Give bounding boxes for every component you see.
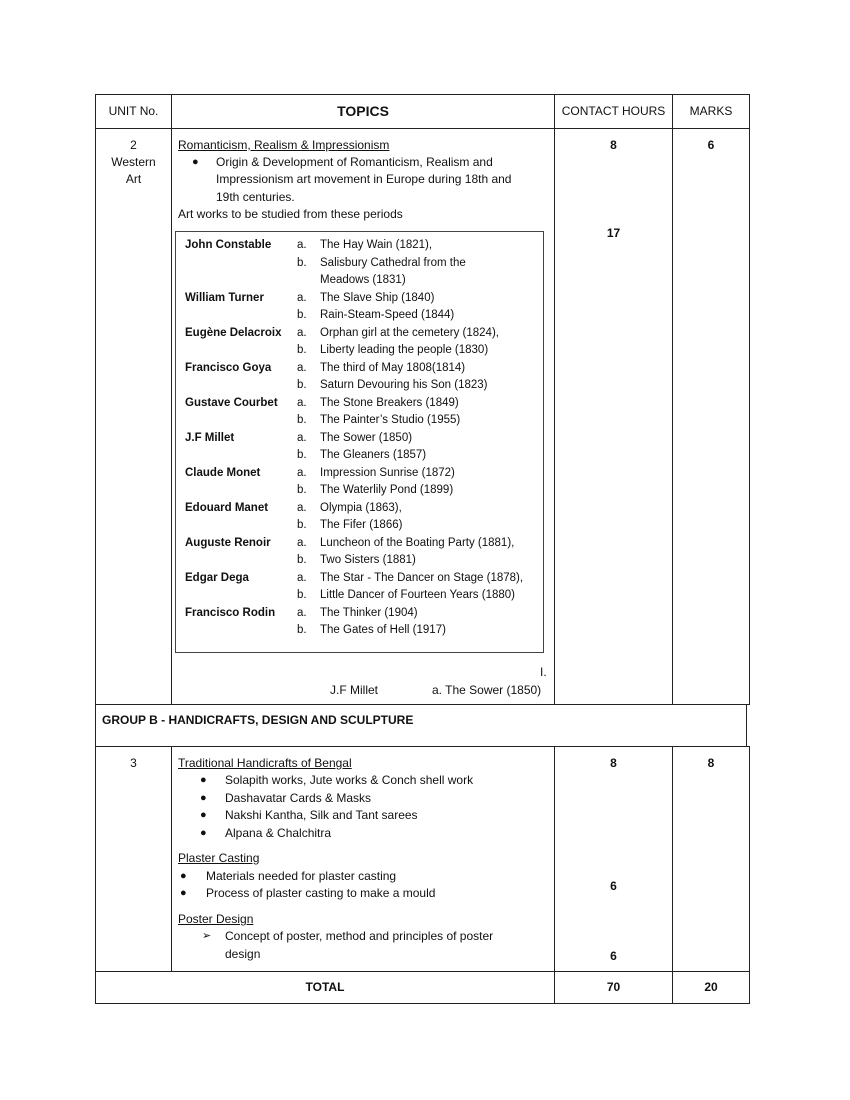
artwork-title: The Thinker (1904) xyxy=(320,606,418,619)
unit2-stray-artist: J.F Millet xyxy=(330,683,378,697)
artwork-title: The Sower (1850) xyxy=(320,431,413,444)
artist-name: William Turner xyxy=(185,291,264,304)
artwork-title: The Stone Breakers (1849) xyxy=(320,396,459,409)
unit-column-divider-top xyxy=(171,94,172,705)
artwork-title: The Gates of Hell (1917) xyxy=(320,624,446,636)
artwork-title: Rain-Steam-Speed (1844) xyxy=(320,309,455,321)
artist-name: Francisco Rodin xyxy=(185,606,276,619)
artwork-letter: a. xyxy=(297,396,307,409)
total-label: TOTAL xyxy=(305,980,345,994)
artwork-letter: a. xyxy=(297,431,307,444)
unit2-hours-1: 8 xyxy=(610,138,617,152)
hours-column-divider-bottom xyxy=(672,746,673,1004)
artwork-title: Little Dancer of Fourteen Years (1880) xyxy=(320,589,515,601)
artwork-title: Salisbury Cathedral from the xyxy=(320,256,466,269)
artwork-title: Olympia (1863), xyxy=(320,501,402,514)
bullet-icon: ● xyxy=(200,827,207,839)
bullet-icon: ● xyxy=(180,870,187,882)
hours-column-divider-top xyxy=(672,94,673,705)
artwork-title: The Waterlily Pond (1899) xyxy=(320,484,454,496)
table-left-border xyxy=(95,94,96,1004)
unit3-item1-2: Nakshi Kantha, Silk and Tant sarees xyxy=(225,808,418,822)
header-bottom-border xyxy=(95,128,750,129)
unit2-bullet-line3: 19th centuries. xyxy=(216,190,295,204)
artwork-letter: b. xyxy=(297,484,307,496)
group-b-bottom-border xyxy=(95,746,750,747)
artwork-letter: a. xyxy=(297,571,307,584)
unit3-item3-line2: design xyxy=(225,947,261,961)
table-right-border-top xyxy=(749,94,750,705)
artwork-letter: a. xyxy=(297,466,307,479)
topics-column-divider-top xyxy=(554,94,555,705)
bullet-icon: ● xyxy=(192,156,199,168)
artist-name: Auguste Renoir xyxy=(185,536,271,549)
bullet-icon: ● xyxy=(200,809,207,821)
total-hours: 70 xyxy=(606,980,621,994)
unit3-item2-1: Process of plaster casting to make a mould xyxy=(206,886,436,900)
unit3-marks: 8 xyxy=(707,756,715,770)
unit3-heading3: Poster Design xyxy=(178,912,254,926)
unit2-name-line2: Art xyxy=(125,172,142,186)
artwork-letter: b. xyxy=(297,309,307,321)
unit2-bottom-border xyxy=(95,704,750,705)
artist-name: Francisco Goya xyxy=(185,361,272,374)
artwork-title: Impression Sunrise (1872) xyxy=(320,466,455,479)
artist-name: J.F Millet xyxy=(185,431,235,444)
total-marks: 20 xyxy=(704,980,718,994)
artwork-title: The third of May 1808(1814) xyxy=(320,361,466,374)
unit2-marks: 6 xyxy=(707,138,715,152)
header-topics: TOPICS xyxy=(337,103,389,119)
artwork-title: Saturn Devouring his Son (1823) xyxy=(320,379,488,391)
artwork-letter: b. xyxy=(297,256,307,269)
arrow-bullet-icon: ➢ xyxy=(202,930,212,942)
group-b-right-border xyxy=(746,704,747,747)
artwork-title: Luncheon of the Boating Party (1881), xyxy=(320,536,515,549)
artwork-title: Two Sisters (1881) xyxy=(320,554,416,566)
unit3-number: 3 xyxy=(130,756,137,770)
artwork-letter: b. xyxy=(297,414,307,426)
unit2-name-line1: Western xyxy=(111,155,156,169)
artist-name: Edouard Manet xyxy=(185,501,269,514)
header-unit: UNIT No. xyxy=(108,104,159,118)
artwork-letter: b. xyxy=(297,344,307,356)
artist-name: John Constable xyxy=(185,239,272,251)
bullet-icon: ● xyxy=(200,792,207,804)
artwork-letter: a. xyxy=(297,326,307,339)
artwork-letter: b. xyxy=(297,554,307,566)
bullet-icon: ● xyxy=(180,887,187,899)
artwork-letter: b. xyxy=(297,519,307,531)
unit-column-divider-bottom xyxy=(171,746,172,972)
unit2-bullet-line2: Impressionism art movement in Europe during 18th and xyxy=(216,172,512,186)
artwork-letter: b. xyxy=(297,379,307,391)
artist-name: Gustave Courbet xyxy=(185,396,278,409)
artwork-title: The Star - The Dancer on Stage (1878), xyxy=(320,571,524,584)
artwork-letter: a. xyxy=(297,606,307,619)
artwork-letter: a. xyxy=(297,501,307,514)
unit3-item1-1: Dashavatar Cards & Masks xyxy=(225,791,372,805)
unit2-heading: Romanticism, Realism & Impressionism xyxy=(178,138,390,152)
bullet-icon: ● xyxy=(200,774,207,786)
header-contact-hours: CONTACT HOURS xyxy=(561,104,666,118)
unit3-hours-1: 8 xyxy=(610,756,617,770)
table-bottom-border xyxy=(95,1003,750,1004)
table-top-border xyxy=(95,94,750,95)
artwork-letter: a. xyxy=(297,291,307,304)
unit3-item1-3: Alpana & Chalchitra xyxy=(225,826,332,840)
table-right-border-bottom xyxy=(749,746,750,1004)
unit3-hours-3: 6 xyxy=(610,949,617,963)
artwork-title: The Painter’s Studio (1955) xyxy=(320,414,461,426)
artwork-letter: b. xyxy=(297,589,307,601)
unit3-heading1: Traditional Handicrafts of Bengal xyxy=(178,756,352,770)
header-marks: MARKS xyxy=(689,104,733,118)
unit3-item3-line1: Concept of poster, method and principles of poster xyxy=(225,929,494,943)
group-b-title: GROUP B - HANDICRAFTS, DESIGN AND SCULPTURE xyxy=(102,713,414,727)
artist-name: Edgar Dega xyxy=(185,571,249,584)
unit2-hours-2: 17 xyxy=(606,226,621,240)
unit2-stray-roman: I. xyxy=(540,665,547,679)
artwork-title: The Slave Ship (1840) xyxy=(320,291,435,304)
unit3-item2-0: Materials needed for plaster casting xyxy=(206,869,397,883)
artwork-letter: b. xyxy=(297,449,307,461)
artist-name: Claude Monet xyxy=(185,466,261,479)
unit2-artworks-intro: Art works to be studied from these periods xyxy=(178,207,403,221)
artwork-title: Orphan girl at the cemetery (1824), xyxy=(320,326,499,339)
unit3-bottom-border xyxy=(95,971,750,972)
artwork-title: The Gleaners (1857) xyxy=(320,449,427,461)
artwork-title: The Fifer (1866) xyxy=(320,519,403,531)
unit2-number: 2 xyxy=(130,138,137,152)
artwork-letter: a. xyxy=(297,239,307,251)
unit3-item1-0: Solapith works, Jute works & Conch shell work xyxy=(225,773,474,787)
unit3-hours-2: 6 xyxy=(610,879,617,893)
artwork-title: Liberty leading the people (1830) xyxy=(320,344,489,356)
unit2-bullet-line1: Origin & Development of Romanticism, Realism and xyxy=(216,155,493,169)
unit2-stray-work: a. The Sower (1850) xyxy=(432,683,542,697)
artwork-letter: a. xyxy=(297,361,307,374)
artist-name: Eugène Delacroix xyxy=(185,326,282,339)
artwork-title: The Hay Wain (1821), xyxy=(320,239,433,251)
artwork-letter: a. xyxy=(297,536,307,549)
artwork-letter: b. xyxy=(297,624,307,636)
topics-column-divider-bottom xyxy=(554,746,555,1004)
unit3-heading2: Plaster Casting xyxy=(178,851,260,865)
artwork-title: Meadows (1831) xyxy=(320,274,406,286)
